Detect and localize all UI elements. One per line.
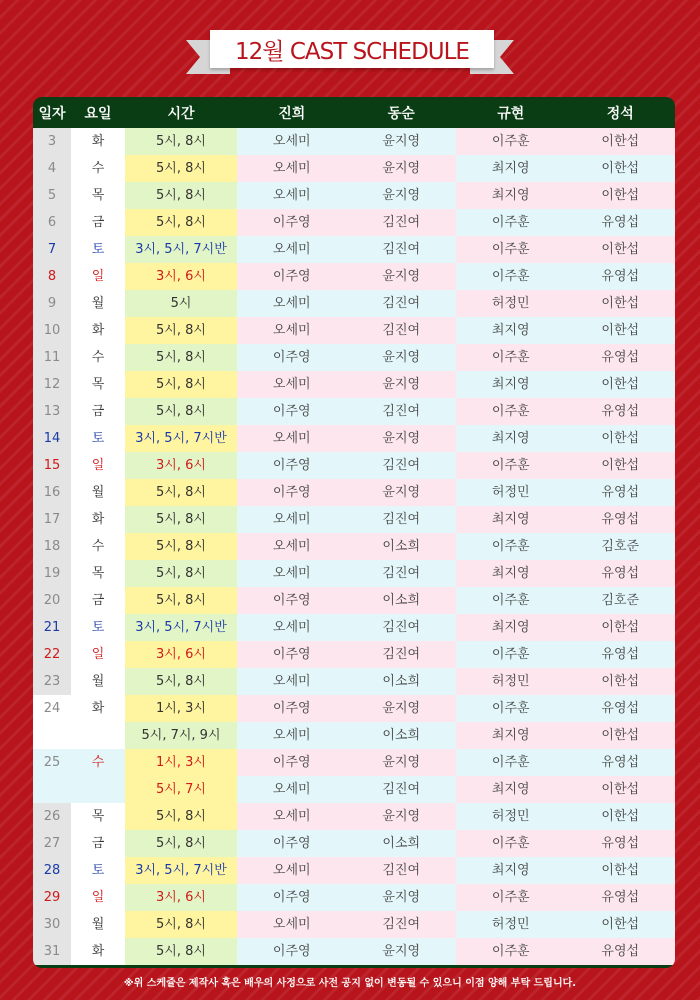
date-cell: 30 [33,911,71,938]
cast-cell: 오세미 [237,857,347,884]
date-cell: 12 [33,371,71,398]
time-cell: 3시, 6시 [125,641,237,668]
time-cell: 5시, 8시 [125,668,237,695]
table-row [33,236,675,263]
cast-cell: 이주영 [237,344,347,371]
weekday-cell: 목 [71,560,125,587]
header-cast-3: 규현 [497,105,525,122]
time-cell: 5시, 7시, 9시 [125,722,237,749]
header-date: 일자 [38,105,66,122]
weekday-cell: 화 [71,128,125,155]
cast-cell: 김진여 [347,911,457,938]
cast-cell: 오세미 [237,506,347,533]
cast-cell: 김진여 [347,641,457,668]
cast-cell: 최지영 [456,371,566,398]
cast-cell: 이한섭 [566,317,676,344]
cast-cell: 윤지영 [347,803,457,830]
cast-cell: 오세미 [237,803,347,830]
cast-cell: 이한섭 [566,128,676,155]
time-cell: 5시, 8시 [125,830,237,857]
cast-cell: 허정민 [456,803,566,830]
time-cell: 3시, 6시 [125,452,237,479]
cast-cell: 이한섭 [566,236,676,263]
cast-cell: 김진여 [347,614,457,641]
cast-cell: 최지영 [456,776,566,803]
table-row [33,830,675,857]
table-row [33,317,675,344]
cast-cell: 김진여 [347,209,457,236]
cast-cell: 이한섭 [566,776,676,803]
weekday-cell: 화 [71,317,125,344]
weekday-cell: 금 [71,587,125,614]
time-cell: 3시, 6시 [125,263,237,290]
cast-cell: 김진여 [347,776,457,803]
time-cell: 5시 [125,290,237,317]
cast-cell: 허정민 [456,479,566,506]
cast-cell: 유영섭 [566,479,676,506]
cast-cell: 윤지영 [347,128,457,155]
date-cell: 6 [33,209,71,236]
time-cell: 5시, 8시 [125,182,237,209]
cast-cell: 김진여 [347,398,457,425]
table-row [33,938,675,965]
table-row [33,668,675,695]
cast-cell: 김호준 [566,587,676,614]
table-body [33,128,675,965]
cast-cell: 허정민 [456,290,566,317]
weekday-cell: 일 [71,884,125,911]
cast-cell: 오세미 [237,425,347,452]
weekday-cell [71,722,125,749]
cast-cell: 이주훈 [456,209,566,236]
time-cell: 3시, 5시, 7시반 [125,236,237,263]
date-cell: 7 [33,236,71,263]
cast-cell: 최지영 [456,506,566,533]
header-time: 시간 [167,105,195,122]
date-cell: 18 [33,533,71,560]
cast-cell: 최지영 [456,560,566,587]
weekday-cell: 일 [71,263,125,290]
cast-cell: 윤지영 [347,479,457,506]
cast-cell: 오세미 [237,560,347,587]
cast-cell: 윤지영 [347,749,457,776]
date-cell: 23 [33,668,71,695]
time-cell: 5시, 8시 [125,560,237,587]
time-cell: 5시, 8시 [125,209,237,236]
weekday-cell: 토 [71,236,125,263]
date-cell: 14 [33,425,71,452]
table-row [33,614,675,641]
cast-cell: 윤지영 [347,371,457,398]
weekday-cell: 금 [71,830,125,857]
table-row [33,182,675,209]
date-cell: 16 [33,479,71,506]
date-cell: 9 [33,290,71,317]
page-title: 12월 CAST SCHEDULE [235,38,469,65]
table-row [33,155,675,182]
cast-cell: 이한섭 [566,452,676,479]
table-row [33,290,675,317]
cast-cell: 이주훈 [456,587,566,614]
cast-cell: 윤지영 [347,182,457,209]
cast-cell: 이주훈 [456,938,566,965]
table-row [33,560,675,587]
time-cell: 1시, 3시 [125,749,237,776]
ribbon-banner [210,30,494,68]
cast-cell: 이소희 [347,668,457,695]
cast-cell: 오세미 [237,317,347,344]
cast-cell: 이주영 [237,587,347,614]
table-row [33,722,675,749]
cast-cell: 최지영 [456,317,566,344]
weekday-cell: 수 [71,344,125,371]
cast-cell: 오세미 [237,668,347,695]
weekday-cell: 월 [71,479,125,506]
weekday-cell: 수 [71,155,125,182]
cast-cell: 최지영 [456,155,566,182]
table-row [33,479,675,506]
time-cell: 5시, 7시 [125,776,237,803]
cast-cell: 이주훈 [456,128,566,155]
table-row [33,803,675,830]
header-cast-4: 정석 [606,105,634,122]
cast-cell: 유영섭 [566,641,676,668]
date-cell: 4 [33,155,71,182]
table-row [33,371,675,398]
date-cell: 24 [33,695,71,722]
cast-cell: 김진여 [347,290,457,317]
date-cell: 3 [33,128,71,155]
cast-cell: 김호준 [566,533,676,560]
cast-cell: 이소희 [347,722,457,749]
cast-cell: 오세미 [237,533,347,560]
cast-cell: 이주훈 [456,884,566,911]
date-cell: 27 [33,830,71,857]
time-cell: 5시, 8시 [125,479,237,506]
date-cell: 10 [33,317,71,344]
cast-cell: 이주훈 [456,533,566,560]
table-row [33,452,675,479]
cast-cell: 이주영 [237,830,347,857]
cast-cell: 윤지영 [347,263,457,290]
cast-cell: 오세미 [237,182,347,209]
table-row [33,911,675,938]
table-row [33,128,675,155]
header-cast-1: 진희 [278,105,306,122]
header-weekday: 요일 [84,105,112,122]
date-cell [33,776,71,803]
cast-cell: 유영섭 [566,209,676,236]
date-cell: 17 [33,506,71,533]
date-cell: 20 [33,587,71,614]
cast-cell: 오세미 [237,614,347,641]
weekday-cell: 월 [71,911,125,938]
time-cell: 5시, 8시 [125,533,237,560]
cast-cell: 이한섭 [566,155,676,182]
table-row [33,398,675,425]
cast-cell: 이소희 [347,830,457,857]
date-cell: 21 [33,614,71,641]
table-row [33,263,675,290]
cast-cell: 이주영 [237,695,347,722]
table-row [33,344,675,371]
cast-cell: 윤지영 [347,938,457,965]
cast-cell: 최지영 [456,614,566,641]
weekday-cell: 토 [71,857,125,884]
table-row [33,209,675,236]
date-cell: 15 [33,452,71,479]
cast-cell: 이주영 [237,938,347,965]
weekday-cell: 토 [71,614,125,641]
weekday-cell: 목 [71,803,125,830]
cast-cell: 이주훈 [456,452,566,479]
cast-cell: 김진여 [347,317,457,344]
date-cell [33,722,71,749]
cast-cell: 최지영 [456,722,566,749]
date-cell: 13 [33,398,71,425]
cast-cell: 이주훈 [456,830,566,857]
weekday-cell: 월 [71,290,125,317]
cast-cell: 이한섭 [566,425,676,452]
cast-cell: 유영섭 [566,344,676,371]
cast-cell: 이한섭 [566,722,676,749]
date-cell: 31 [33,938,71,965]
weekday-cell: 목 [71,182,125,209]
weekday-cell: 화 [71,938,125,965]
date-cell: 25 [33,749,71,776]
date-cell: 26 [33,803,71,830]
cast-cell: 이주영 [237,209,347,236]
cast-cell: 이한섭 [566,371,676,398]
cast-cell: 최지영 [456,182,566,209]
cast-cell: 허정민 [456,911,566,938]
cast-cell: 이소희 [347,587,457,614]
weekday-cell: 월 [71,668,125,695]
cast-cell: 유영섭 [566,398,676,425]
cast-cell: 최지영 [456,857,566,884]
cast-cell: 김진여 [347,452,457,479]
weekday-cell: 금 [71,398,125,425]
time-cell: 5시, 8시 [125,155,237,182]
time-cell: 3시, 5시, 7시반 [125,857,237,884]
cast-cell: 이주훈 [456,695,566,722]
cast-cell: 윤지영 [347,155,457,182]
cast-cell: 오세미 [237,371,347,398]
time-cell: 5시, 8시 [125,938,237,965]
cast-cell: 유영섭 [566,695,676,722]
cast-cell: 오세미 [237,155,347,182]
weekday-cell: 일 [71,452,125,479]
cast-cell: 이한섭 [566,290,676,317]
cast-cell: 오세미 [237,911,347,938]
cast-cell: 최지영 [456,425,566,452]
cast-cell: 유영섭 [566,884,676,911]
cast-cell: 김진여 [347,236,457,263]
table-row [33,884,675,911]
cast-cell: 윤지영 [347,425,457,452]
cast-cell: 이주훈 [456,263,566,290]
cast-cell: 유영섭 [566,749,676,776]
cast-cell: 이주훈 [456,749,566,776]
cast-cell: 이주영 [237,884,347,911]
table-row [33,776,675,803]
table-row [33,587,675,614]
date-cell: 29 [33,884,71,911]
time-cell: 5시, 8시 [125,911,237,938]
weekday-cell [71,776,125,803]
table-header [33,97,675,128]
weekday-cell: 금 [71,209,125,236]
weekday-cell: 화 [71,695,125,722]
cast-cell: 이소희 [347,533,457,560]
time-cell: 1시, 3시 [125,695,237,722]
weekday-cell: 일 [71,641,125,668]
cast-cell: 유영섭 [566,506,676,533]
cast-cell: 이한섭 [566,857,676,884]
time-cell: 5시, 8시 [125,803,237,830]
time-cell: 3시, 6시 [125,884,237,911]
time-cell: 5시, 8시 [125,317,237,344]
date-cell: 5 [33,182,71,209]
cast-cell: 오세미 [237,776,347,803]
cast-cell: 오세미 [237,236,347,263]
table-row [33,533,675,560]
cast-cell: 오세미 [237,290,347,317]
cast-cell: 김진여 [347,506,457,533]
time-cell: 5시, 8시 [125,398,237,425]
weekday-cell: 수 [71,533,125,560]
time-cell: 5시, 8시 [125,344,237,371]
cast-cell: 오세미 [237,722,347,749]
cast-cell: 유영섭 [566,938,676,965]
date-cell: 11 [33,344,71,371]
table-row [33,749,675,776]
cast-cell: 이주훈 [456,344,566,371]
cast-cell: 유영섭 [566,560,676,587]
time-cell: 3시, 5시, 7시반 [125,614,237,641]
cast-cell: 허정민 [456,668,566,695]
cast-cell: 이한섭 [566,911,676,938]
cast-cell: 윤지영 [347,884,457,911]
date-cell: 22 [33,641,71,668]
weekday-cell: 수 [71,749,125,776]
date-cell: 28 [33,857,71,884]
cast-cell: 이주영 [237,749,347,776]
schedule-table [33,97,675,968]
date-cell: 8 [33,263,71,290]
title-ribbon [0,24,700,80]
cast-cell: 이주훈 [456,641,566,668]
table-row [33,695,675,722]
time-cell: 5시, 8시 [125,587,237,614]
table-row [33,641,675,668]
time-cell: 3시, 5시, 7시반 [125,425,237,452]
header-cast-2: 동순 [387,105,415,122]
cast-cell: 이주영 [237,452,347,479]
cast-cell: 이주영 [237,479,347,506]
cast-cell: 유영섭 [566,830,676,857]
cast-cell: 이주영 [237,263,347,290]
weekday-cell: 토 [71,425,125,452]
date-cell: 19 [33,560,71,587]
cast-cell: 유영섭 [566,263,676,290]
cast-cell: 이한섭 [566,614,676,641]
cast-cell: 이주영 [237,641,347,668]
table-row [33,425,675,452]
table-row [33,857,675,884]
time-cell: 5시, 8시 [125,371,237,398]
cast-cell: 오세미 [237,128,347,155]
footnote: ※위 스케쥴은 제작사 혹은 배우의 사정으로 사전 공지 없이 변동될 수 있으니 이점 양해 부탁 드립니다. [123,978,577,989]
cast-cell: 이한섭 [566,182,676,209]
table-row [33,506,675,533]
time-cell: 5시, 8시 [125,506,237,533]
cast-cell: 이주영 [237,398,347,425]
time-cell: 5시, 8시 [125,128,237,155]
cast-cell: 이한섭 [566,803,676,830]
weekday-cell: 화 [71,506,125,533]
weekday-cell: 목 [71,371,125,398]
cast-cell: 이주훈 [456,236,566,263]
cast-cell: 이한섭 [566,668,676,695]
cast-cell: 윤지영 [347,344,457,371]
cast-cell: 김진여 [347,857,457,884]
cast-cell: 윤지영 [347,695,457,722]
cast-cell: 이주훈 [456,398,566,425]
cast-cell: 김진여 [347,560,457,587]
